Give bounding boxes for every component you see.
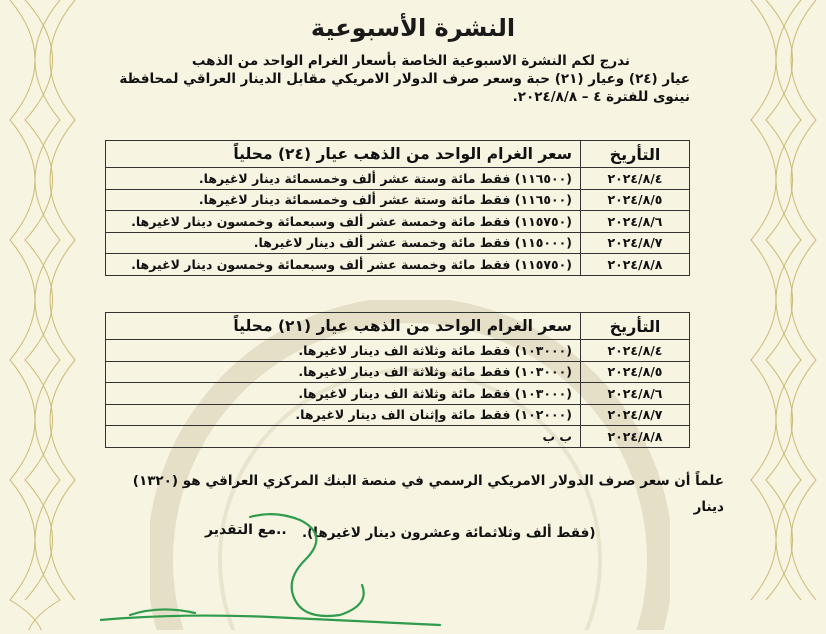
gold-24k-table [105, 140, 690, 276]
table-row [106, 254, 690, 276]
date-cell: ٢٠٢٤/٨/٧ [581, 232, 690, 254]
table-row [106, 426, 690, 448]
table-row [106, 168, 690, 190]
intro-text [106, 52, 690, 106]
table-row [106, 383, 690, 405]
table-header-row [106, 313, 690, 340]
page-title: النشرة الأسبوعية [310, 14, 516, 42]
table-row [106, 404, 690, 426]
table-row [106, 232, 690, 254]
table-row [106, 189, 690, 211]
signature [100, 505, 600, 630]
price-cell: (١١٦٥٠٠) فقط مائة وستة عشر ألف وخمسمائة دينار لاغيرها. [106, 168, 581, 190]
price-cell: (١٠٣٠٠٠) فقط مائة وثلاثة الف دينار لاغيرها. [106, 361, 581, 383]
gold-21k-table [105, 312, 690, 448]
table-row [106, 211, 690, 233]
price-header: سعر الغرام الواحد من الذهب عيار (٢٤) محلياً [106, 141, 581, 168]
decorative-border-left [0, 0, 95, 630]
price-cell: (١١٥٠٠٠) فقط مائة وخمسة عشر ألف دينار لاغيرها. [106, 232, 581, 254]
date-cell: ٢٠٢٤/٨/٨ [581, 254, 690, 276]
price-cell: ب ب [106, 426, 581, 448]
date-cell: ٢٠٢٤/٨/٧ [581, 404, 690, 426]
price-cell: (١٠٣٠٠٠) فقط مائة وثلاثة الف دينار لاغيرها. [106, 340, 581, 362]
price-cell: (١١٥٧٥٠) فقط مائة وخمسة عشر ألف وسبعمائة وخمسون دينار لاغيرها. [106, 254, 581, 276]
date-cell: ٢٠٢٤/٨/٥ [581, 189, 690, 211]
closing-text: مع التقدير.. [205, 522, 287, 538]
intro-line-2: عيار (٢٤) وعيار (٢١) حبة وسعر صرف الدولار الامريكي مقابل الدينار العراقي لمحافظة [119, 71, 690, 87]
date-cell: ٢٠٢٤/٨/٦ [581, 211, 690, 233]
date-cell: ٢٠٢٤/٨/٥ [581, 361, 690, 383]
date-header: التأريخ [581, 313, 690, 340]
note-line-2: (فقط ألف وثلاثمائة وعشرون دينار لاغيرها). [302, 525, 596, 541]
price-cell: (١١٥٧٥٠) فقط مائة وخمسة عشر ألف وسبعمائة وخمسون دينار لاغيرها. [106, 211, 581, 233]
decorative-border-right [731, 0, 826, 630]
intro-line-1: ندرج لكم النشرة الاسبوعية الخاصة بأسعار الغرام الواحد من الذهب [191, 53, 630, 69]
intro-line-3: نينوى للفترة ٤ – ٢٠٢٤/٨/٨. [512, 89, 690, 105]
price-cell: (١٠٢٠٠٠) فقط مائة وإثنان الف دينار لاغيرها. [106, 404, 581, 426]
date-header: التأريخ [581, 141, 690, 168]
date-cell: ٢٠٢٤/٨/٨ [581, 426, 690, 448]
date-cell: ٢٠٢٤/٨/٤ [581, 340, 690, 362]
price-cell: (١٠٣٠٠٠) فقط مائة وثلاثة الف دينار لاغيرها. [106, 383, 581, 405]
price-cell: (١١٦٥٠٠) فقط مائة وستة عشر ألف وخمسمائة دينار لاغيرها. [106, 189, 581, 211]
date-cell: ٢٠٢٤/٨/٦ [581, 383, 690, 405]
table-header-row [106, 141, 690, 168]
note-line-1: علماً أن سعر صرف الدولار الامريكي الرسمي في منصة البنك المركزي العراقي هو (١٣٢٠) دينار [132, 473, 724, 515]
date-cell: ٢٠٢٤/٨/٤ [581, 168, 690, 190]
price-header: سعر الغرام الواحد من الذهب عيار (٢١) محلياً [106, 313, 581, 340]
table-row [106, 361, 690, 383]
table-row [106, 340, 690, 362]
